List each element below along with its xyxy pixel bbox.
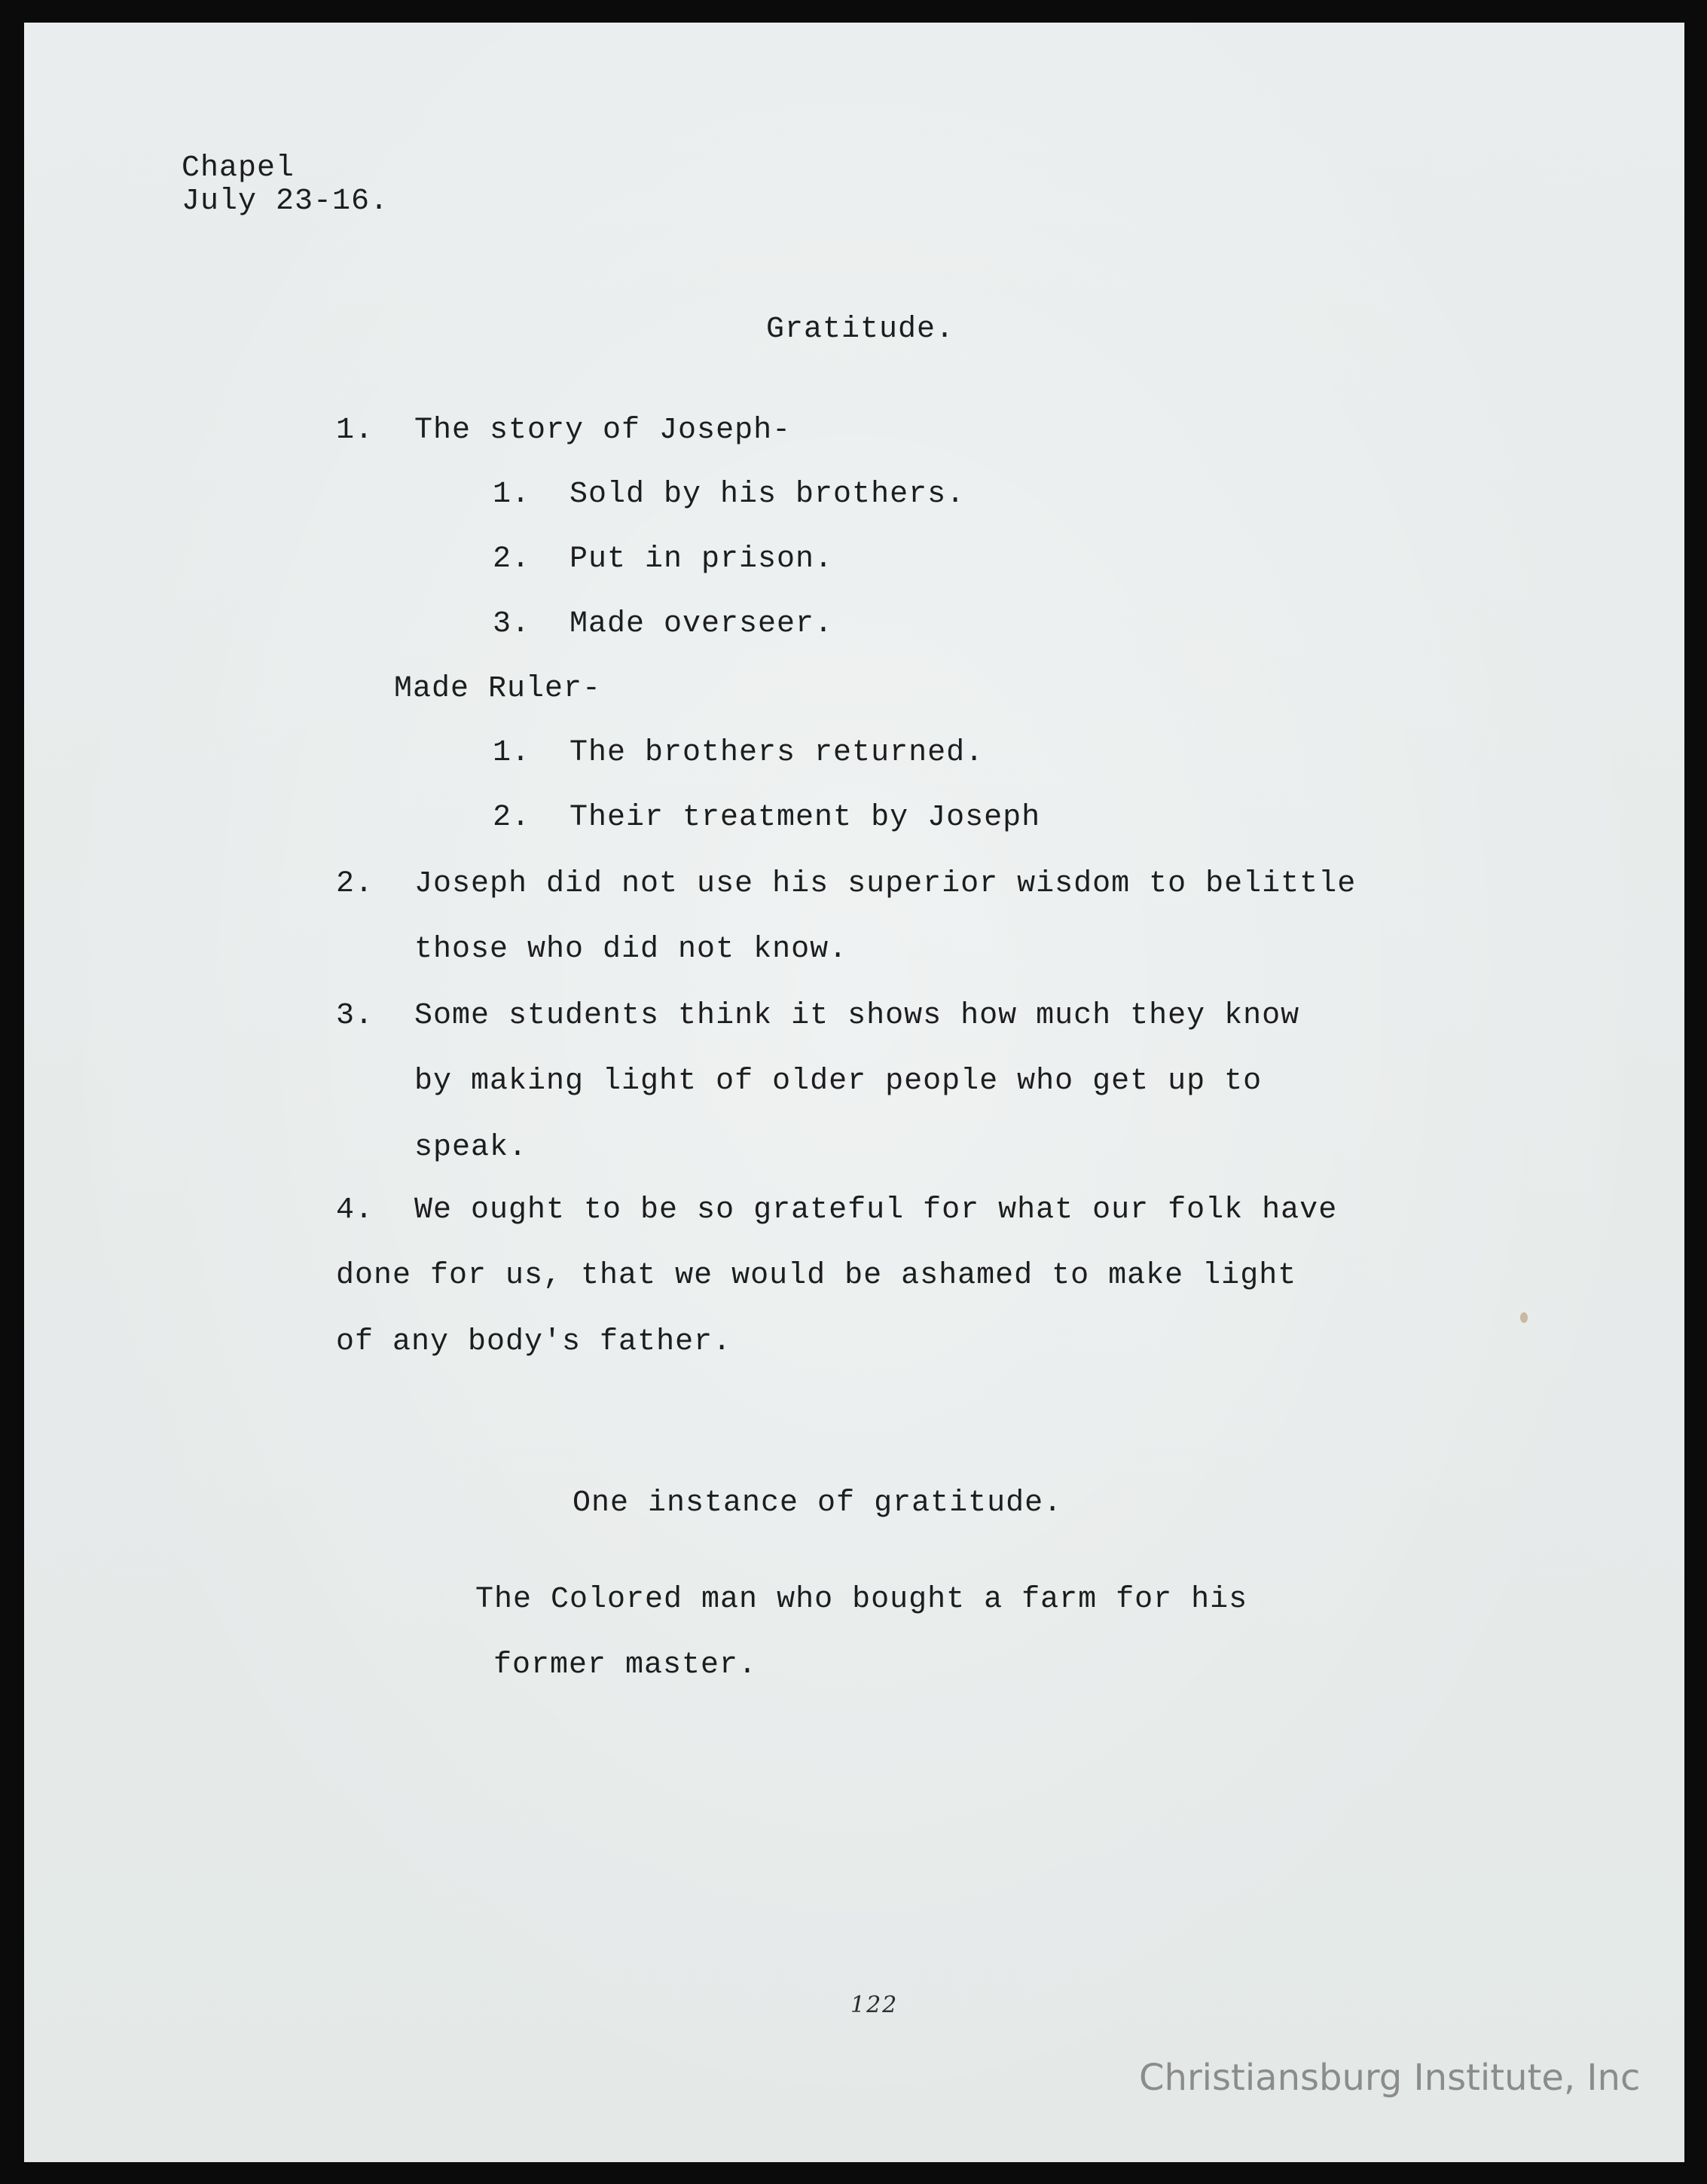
sub-item-number: 1.	[493, 736, 531, 770]
watermark: Christiansburg Institute, Inc	[1139, 2057, 1641, 2099]
item-2-number: 2.	[336, 867, 374, 901]
instance-heading: One instance of gratitude.	[573, 1486, 1063, 1520]
sub-item-number: 2.	[493, 542, 531, 576]
page-number: 122	[850, 1992, 899, 2018]
sub-item-text: Their treatment by Joseph	[570, 801, 1041, 835]
sub-item-number: 3.	[493, 607, 531, 641]
header-chapel: Chapel	[182, 151, 295, 185]
item-2-line-1: Joseph did not use his superior wisdom to belittle	[414, 867, 1357, 901]
paper-speck	[1520, 1312, 1528, 1323]
item-4-number: 4.	[336, 1193, 374, 1227]
sub-item-text: Made overseer.	[570, 607, 834, 641]
item-3-line-3: speak.	[414, 1131, 528, 1165]
made-ruler-heading: Made Ruler-	[394, 672, 602, 706]
item-4-line-1: We ought to be so grateful for what our folk have	[414, 1193, 1338, 1227]
sub-item-number: 1.	[493, 478, 531, 512]
sub-item-text: Sold by his brothers.	[570, 478, 966, 512]
item-1-number: 1.	[336, 414, 374, 447]
sub-item-text: The brothers returned.	[570, 736, 985, 770]
sub-item-text: Put in prison.	[570, 542, 834, 576]
item-3-line-2: by making light of older people who get up to	[414, 1065, 1263, 1098]
sub-item-number: 2.	[493, 801, 531, 835]
instance-line-2: former master.	[493, 1648, 758, 1682]
item-1-text: The story of Joseph-	[414, 414, 792, 447]
instance-line-1: The Colored man who bought a farm for his	[475, 1583, 1248, 1617]
item-4-line-3: of any body's father.	[336, 1325, 732, 1359]
header-date: July 23-16.	[182, 185, 389, 218]
page-title: Gratitude.	[766, 313, 955, 347]
item-2-line-2: those who did not know.	[414, 933, 848, 967]
item-3-line-1: Some students think it shows how much they know	[414, 999, 1300, 1033]
item-4-line-2: done for us, that we would be ashamed to make light	[336, 1259, 1297, 1293]
document-page	[24, 23, 1684, 2162]
item-3-number: 3.	[336, 999, 374, 1033]
